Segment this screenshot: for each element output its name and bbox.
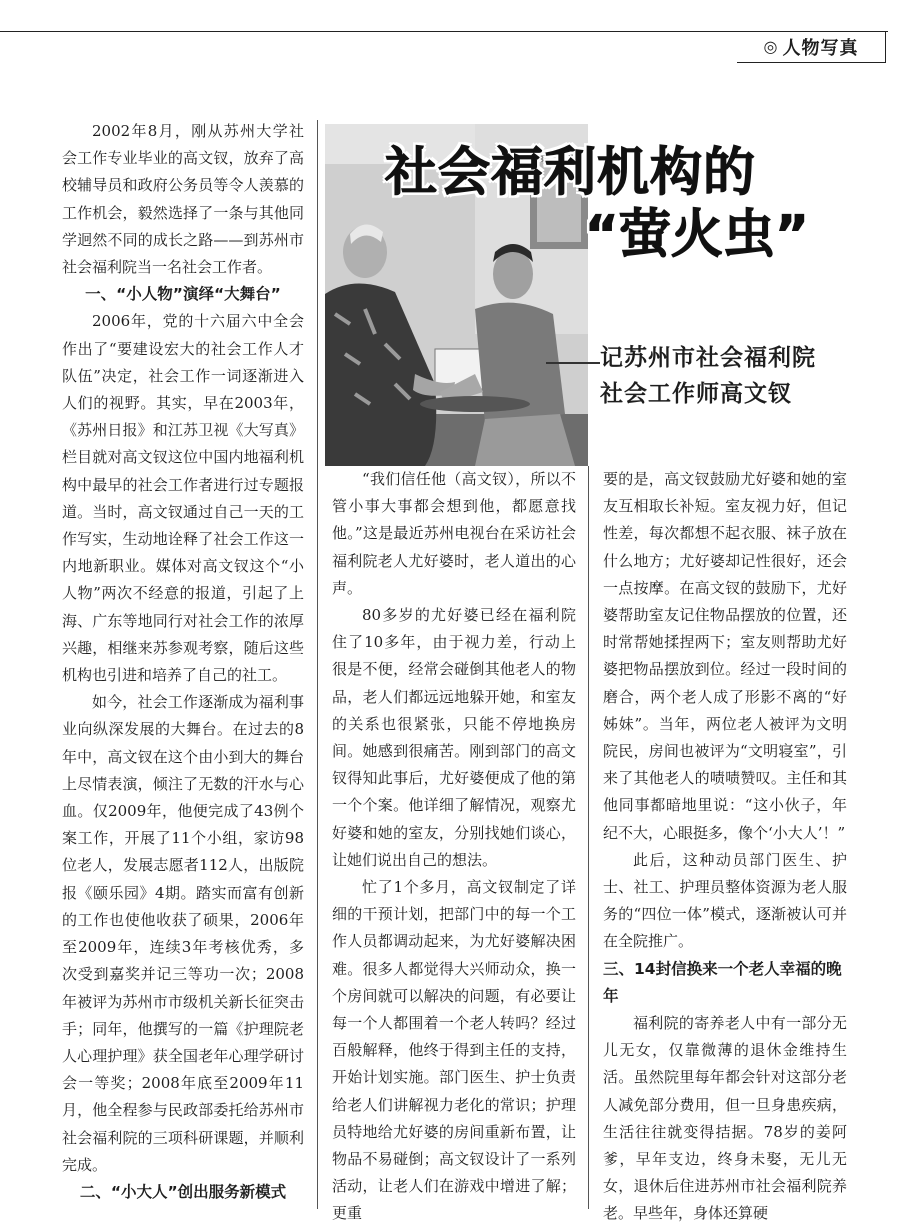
- section-heading: 三、14封信换来一个老人幸福的晚年: [603, 959, 842, 1005]
- paragraph: 要的是，高文钗鼓励尤好婆和她的室友互相取长补短。室友视力好，但记性差，每次都想不起衣服、袜子放在什么地方；尤好婆却记性很好，还会一点按摩。在高文钗的鼓励下，尤好婆帮助室友记住物品摆放的位置，还时常帮她揉捏两下；室友则帮助尤好婆把物品摆放到位。经过一段时间的磨合，两个老人成了形影不离的“好姊妹”。当年，两位老人被评为文明院民，房间也被评为“文明寝室”，引来了其他老人的啧啧赞叹。主任和其他同事都暗地里说：“这小伙子，年纪不大，心眼挺多，像个‘小大人’！”: [603, 470, 847, 842]
- column-divider: [588, 466, 589, 1209]
- column-divider: [317, 120, 318, 1209]
- text-column-1: [62, 118, 304, 1206]
- article-subtitle-line2: 社会工作师高文钗: [600, 380, 792, 407]
- paragraph: 80多岁的尤好婆已经在福利院住了10多年，由于视力差，行动上很是不便，经常会碰倒其他老人的物品，老人们都远远地躲开她，和室友的关系也很紧张，只能不停地换房间。她感到很痛苦。刚到部门的高文钗得知此事后，尤好婆便成了他的第一个个案。他详细了解情况，观察尤好婆和她的室友，分别找她们谈心，让她们说出自己的想法。: [332, 606, 576, 869]
- section-tag: [737, 31, 886, 63]
- article-title-line1: 社会福利机构的: [385, 143, 757, 203]
- article-title-line2: “萤火虫”: [584, 205, 809, 265]
- article-subtitle: [600, 340, 860, 412]
- paragraph: 福利院的寄养老人中有一部分无儿无女，仅靠微薄的退休金维持生活。虽然院里每年都会针对这部分老人减免部分费用，但一旦身患疾病，生活往往就变得拮据。78岁的姜阿爹，早年支边，终身未娶，无儿无女，退休后住进苏州市社会福利院养老。早些年，身体还算硬: [603, 1014, 847, 1223]
- section-heading: 二、“小大人”创出服务新模式: [79, 1182, 287, 1201]
- subtitle-dash: [546, 362, 547, 363]
- paragraph: 2002年8月，刚从苏州大学社会工作专业毕业的高文钗，放弃了高校辅导员和政府公务员等令人羡慕的工作机会，毅然选择了一条与其他同学迥然不同的成长之路——到苏州市社会福利院当一名社会工作者。: [62, 122, 304, 277]
- paragraph: 忙了1个多月，高文钗制定了详细的干预计划，把部门中的每一个工作人员都调动起来，为尤好婆解决困难。很多人都觉得大兴师动众，换一个房间就可以解决的问题，有必要让每一个人都围着一个老人转吗？经过百般解释，他终于得到主任的支持，开始计划实施。部门医生、护士负责给老人们讲解视力老化的常识；护理员特地给尤好婆的房间重新布置，让物品不易碰倒；高文钗设计了一系列活动，让老人们在游戏中增进了解；更重: [332, 878, 576, 1223]
- section-label: 人物写真: [782, 37, 859, 59]
- article-title: [385, 142, 825, 272]
- paragraph: 2006年，党的十六届六中全会作出了“要建设宏大的社会工作人才队伍”决定，社会工作一词逐渐进入人们的视野。其实，早在2003年，《苏州日报》和江苏卫视《大写真》栏目就对高文钗这位中国内地福利机构中最早的社会工作者进行过专题报道。当时，高文钗通过自己一天的工作写实，生动地诠释了社会工作这一内地新职业。媒体对高文钗这个“小人物”两次不经意的报道，引起了上海、广东等地同行对社会工作的浓厚兴趣，相继来苏参观考察，随后这些机构也引进和培养了自己的社工。: [62, 312, 304, 685]
- text-column-2: [332, 466, 576, 1228]
- paragraph: 如今，社会工作逐渐成为福利事业向纵深发展的大舞台。在过去的8年中，高文钗在这个由小到大的舞台上尽情表演，倾注了无数的汗水与心血。仅2009年，他便完成了43例个案工作，开展了11个小组，家访98位老人，发展志愿者112人，出版院报《颐乐园》4期。踏实而富有创新的工作也使他收获了硕果，2006年至2009年，连续3年考核优秀，多次受到嘉奖并记三等功一次；2008年被评为苏州市市级机关新长征突击手；同年，他撰写的一篇《护理院老人心理护理》获全国老年心理学研讨会一等奖；2008年底至2009年11月，他全程参与民政部委托给苏州市社会福利院的三项科研课题，并顺利完成。: [62, 693, 304, 1174]
- circle-mark-icon: ◎: [763, 37, 779, 56]
- section-heading: 一、“小人物”演绎“大舞台”: [85, 285, 281, 304]
- paragraph: 此后，这种动员部门医生、护士、社工、护理员整体资源为老人服务的“四位一体”模式，逐渐被认可并在全院推广。: [603, 850, 847, 951]
- article-subtitle-line1: 记苏州市社会福利院: [600, 344, 816, 371]
- paragraph: “我们信任他（高文钗），所以不管小事大事都会想到他，都愿意找他。”这是最近苏州电视台在采访社会福利院老人尤好婆时，老人道出的心声。: [332, 470, 576, 597]
- text-column-3: [603, 466, 847, 1228]
